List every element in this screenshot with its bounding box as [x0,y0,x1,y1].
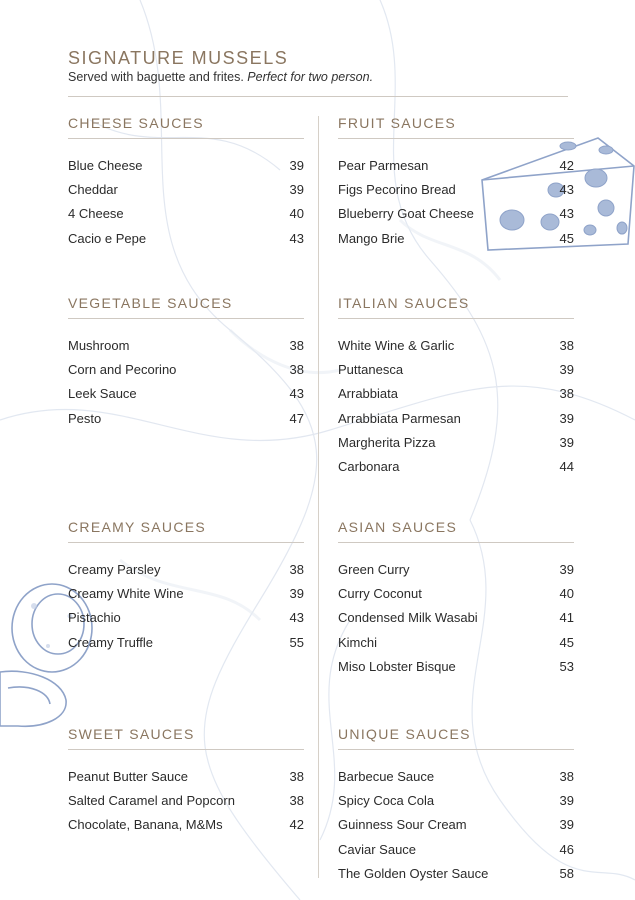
item-name: Pear Parmesan [338,157,429,173]
menu-item [68,333,304,357]
item-price: 39 [559,561,574,577]
item-price: 46 [559,841,574,857]
item-name: Arrabbiata [338,386,398,402]
section-divider [338,542,574,543]
page-title: SIGNATURE MUSSELS [68,48,289,68]
menu-item [68,406,304,430]
menu-item [338,406,574,430]
item-name: Barbecue Sauce [338,768,435,784]
item-price: 39 [559,361,574,377]
menu-item [68,581,304,605]
item-name: Figs Pecorino Bread [338,181,456,197]
item-price: 44 [559,459,574,475]
menu-item [68,788,304,812]
item-price: 58 [559,865,574,881]
section-title: UNIQUE SAUCES [338,726,471,742]
menu-item [338,630,574,654]
section-divider [338,318,574,319]
section-unique-sauces [338,723,574,885]
menu-item [338,382,574,406]
section-vegetable-sauces [68,292,304,430]
item-name: Green Curry [338,561,410,577]
item-price: 39 [559,817,574,833]
menu-item [338,177,574,201]
item-price: 39 [289,585,304,601]
menu-item [68,357,304,381]
item-price: 43 [289,230,304,246]
section-title: CREAMY SAUCES [68,519,207,535]
menu-item [338,226,574,250]
item-name: Guinness Sour Cream [338,817,467,833]
menu-item [338,333,574,357]
menu-item [68,557,304,581]
subtitle-note: Perfect for two person. [247,70,374,84]
item-price: 38 [559,768,574,784]
item-price: 40 [289,206,304,222]
item-price: 45 [559,634,574,650]
item-name: Cheddar [68,181,118,197]
section-divider [68,749,304,750]
section-creamy-sauces [68,516,304,654]
item-price: 53 [559,658,574,674]
item-name: White Wine & Garlic [338,337,455,353]
menu-item [338,606,574,630]
item-name: Caviar Sauce [338,841,417,857]
item-name: Carbonara [338,459,400,475]
item-name: Margherita Pizza [338,434,436,450]
menu-item [338,581,574,605]
item-name: Pesto [68,410,102,426]
menu-item [338,654,574,678]
menu-item [338,764,574,788]
item-price: 38 [289,361,304,377]
menu-item [338,861,574,885]
item-price: 38 [559,337,574,353]
item-price: 42 [289,817,304,833]
item-price: 39 [559,792,574,808]
item-name: Creamy Parsley [68,561,161,577]
item-name: Cacio e Pepe [68,230,147,246]
item-price: 43 [289,610,304,626]
page-subtitle [68,70,373,84]
menu-item [338,788,574,812]
item-name: Creamy White Wine [68,585,184,601]
section-fruit-sauces [338,112,574,250]
menu-item [68,382,304,406]
menu-item [338,813,574,837]
menu-item [68,153,304,177]
menu-item [68,606,304,630]
item-name: The Golden Oyster Sauce [338,865,489,881]
item-price: 39 [289,181,304,197]
item-price: 38 [289,337,304,353]
section-cheese-sauces [68,112,304,250]
item-name: Miso Lobster Bisque [338,658,456,674]
section-divider [338,138,574,139]
item-price: 39 [559,434,574,450]
section-divider [338,749,574,750]
item-name: Arrabbiata Parmesan [338,410,461,426]
item-price: 38 [289,561,304,577]
section-title: SWEET SAUCES [68,726,195,742]
item-name: Salted Caramel and Popcorn [68,792,235,808]
item-name: Mango Brie [338,230,405,246]
menu-item [68,177,304,201]
column-divider [318,116,319,878]
item-name: Kimchi [338,634,378,650]
item-price: 38 [289,792,304,808]
section-title: VEGETABLE SAUCES [68,295,233,311]
item-price: 41 [559,610,574,626]
item-name: Chocolate, Banana, M&Ms [68,817,223,833]
menu-item [68,764,304,788]
item-price: 42 [559,157,574,173]
subtitle-main: Served with baguette and frites. [68,70,244,84]
item-price: 55 [289,634,304,650]
menu-item [338,454,574,478]
item-name: Blueberry Goat Cheese [338,206,474,222]
item-price: 40 [559,585,574,601]
item-name: Creamy Truffle [68,634,154,650]
item-price: 43 [289,386,304,402]
item-name: Spicy Coca Cola [338,792,435,808]
item-price: 47 [289,410,304,426]
menu-item [338,430,574,454]
menu-item [338,202,574,226]
item-name: Leek Sauce [68,386,137,402]
item-name: Puttanesca [338,361,404,377]
item-price: 38 [559,386,574,402]
menu-item [338,837,574,861]
item-price: 43 [559,206,574,222]
item-name: Condensed Milk Wasabi [338,610,478,626]
menu-item [68,630,304,654]
item-name: Curry Coconut [338,585,422,601]
item-name: 4 Cheese [68,206,124,222]
item-name: Blue Cheese [68,157,143,173]
item-price: 43 [559,181,574,197]
section-divider [68,138,304,139]
item-price: 39 [559,410,574,426]
menu-item [68,813,304,837]
item-name: Peanut Butter Sauce [68,768,188,784]
item-name: Mushroom [68,337,130,353]
section-italian-sauces [338,292,574,479]
section-title: FRUIT SAUCES [338,115,457,131]
section-sweet-sauces [68,723,304,837]
item-price: 38 [289,768,304,784]
section-title: ASIAN SAUCES [338,519,458,535]
section-title: ITALIAN SAUCES [338,295,470,311]
item-price: 45 [559,230,574,246]
menu-item [338,357,574,381]
item-name: Pistachio [68,610,121,626]
menu-item [338,153,574,177]
menu-item [68,202,304,226]
menu-item [68,226,304,250]
section-title: CHEESE SAUCES [68,115,204,131]
item-name: Corn and Pecorino [68,361,177,377]
section-asian-sauces [338,516,574,678]
section-divider [68,318,304,319]
item-price: 39 [289,157,304,173]
section-divider [68,542,304,543]
header-divider [68,96,568,97]
menu-item [338,557,574,581]
